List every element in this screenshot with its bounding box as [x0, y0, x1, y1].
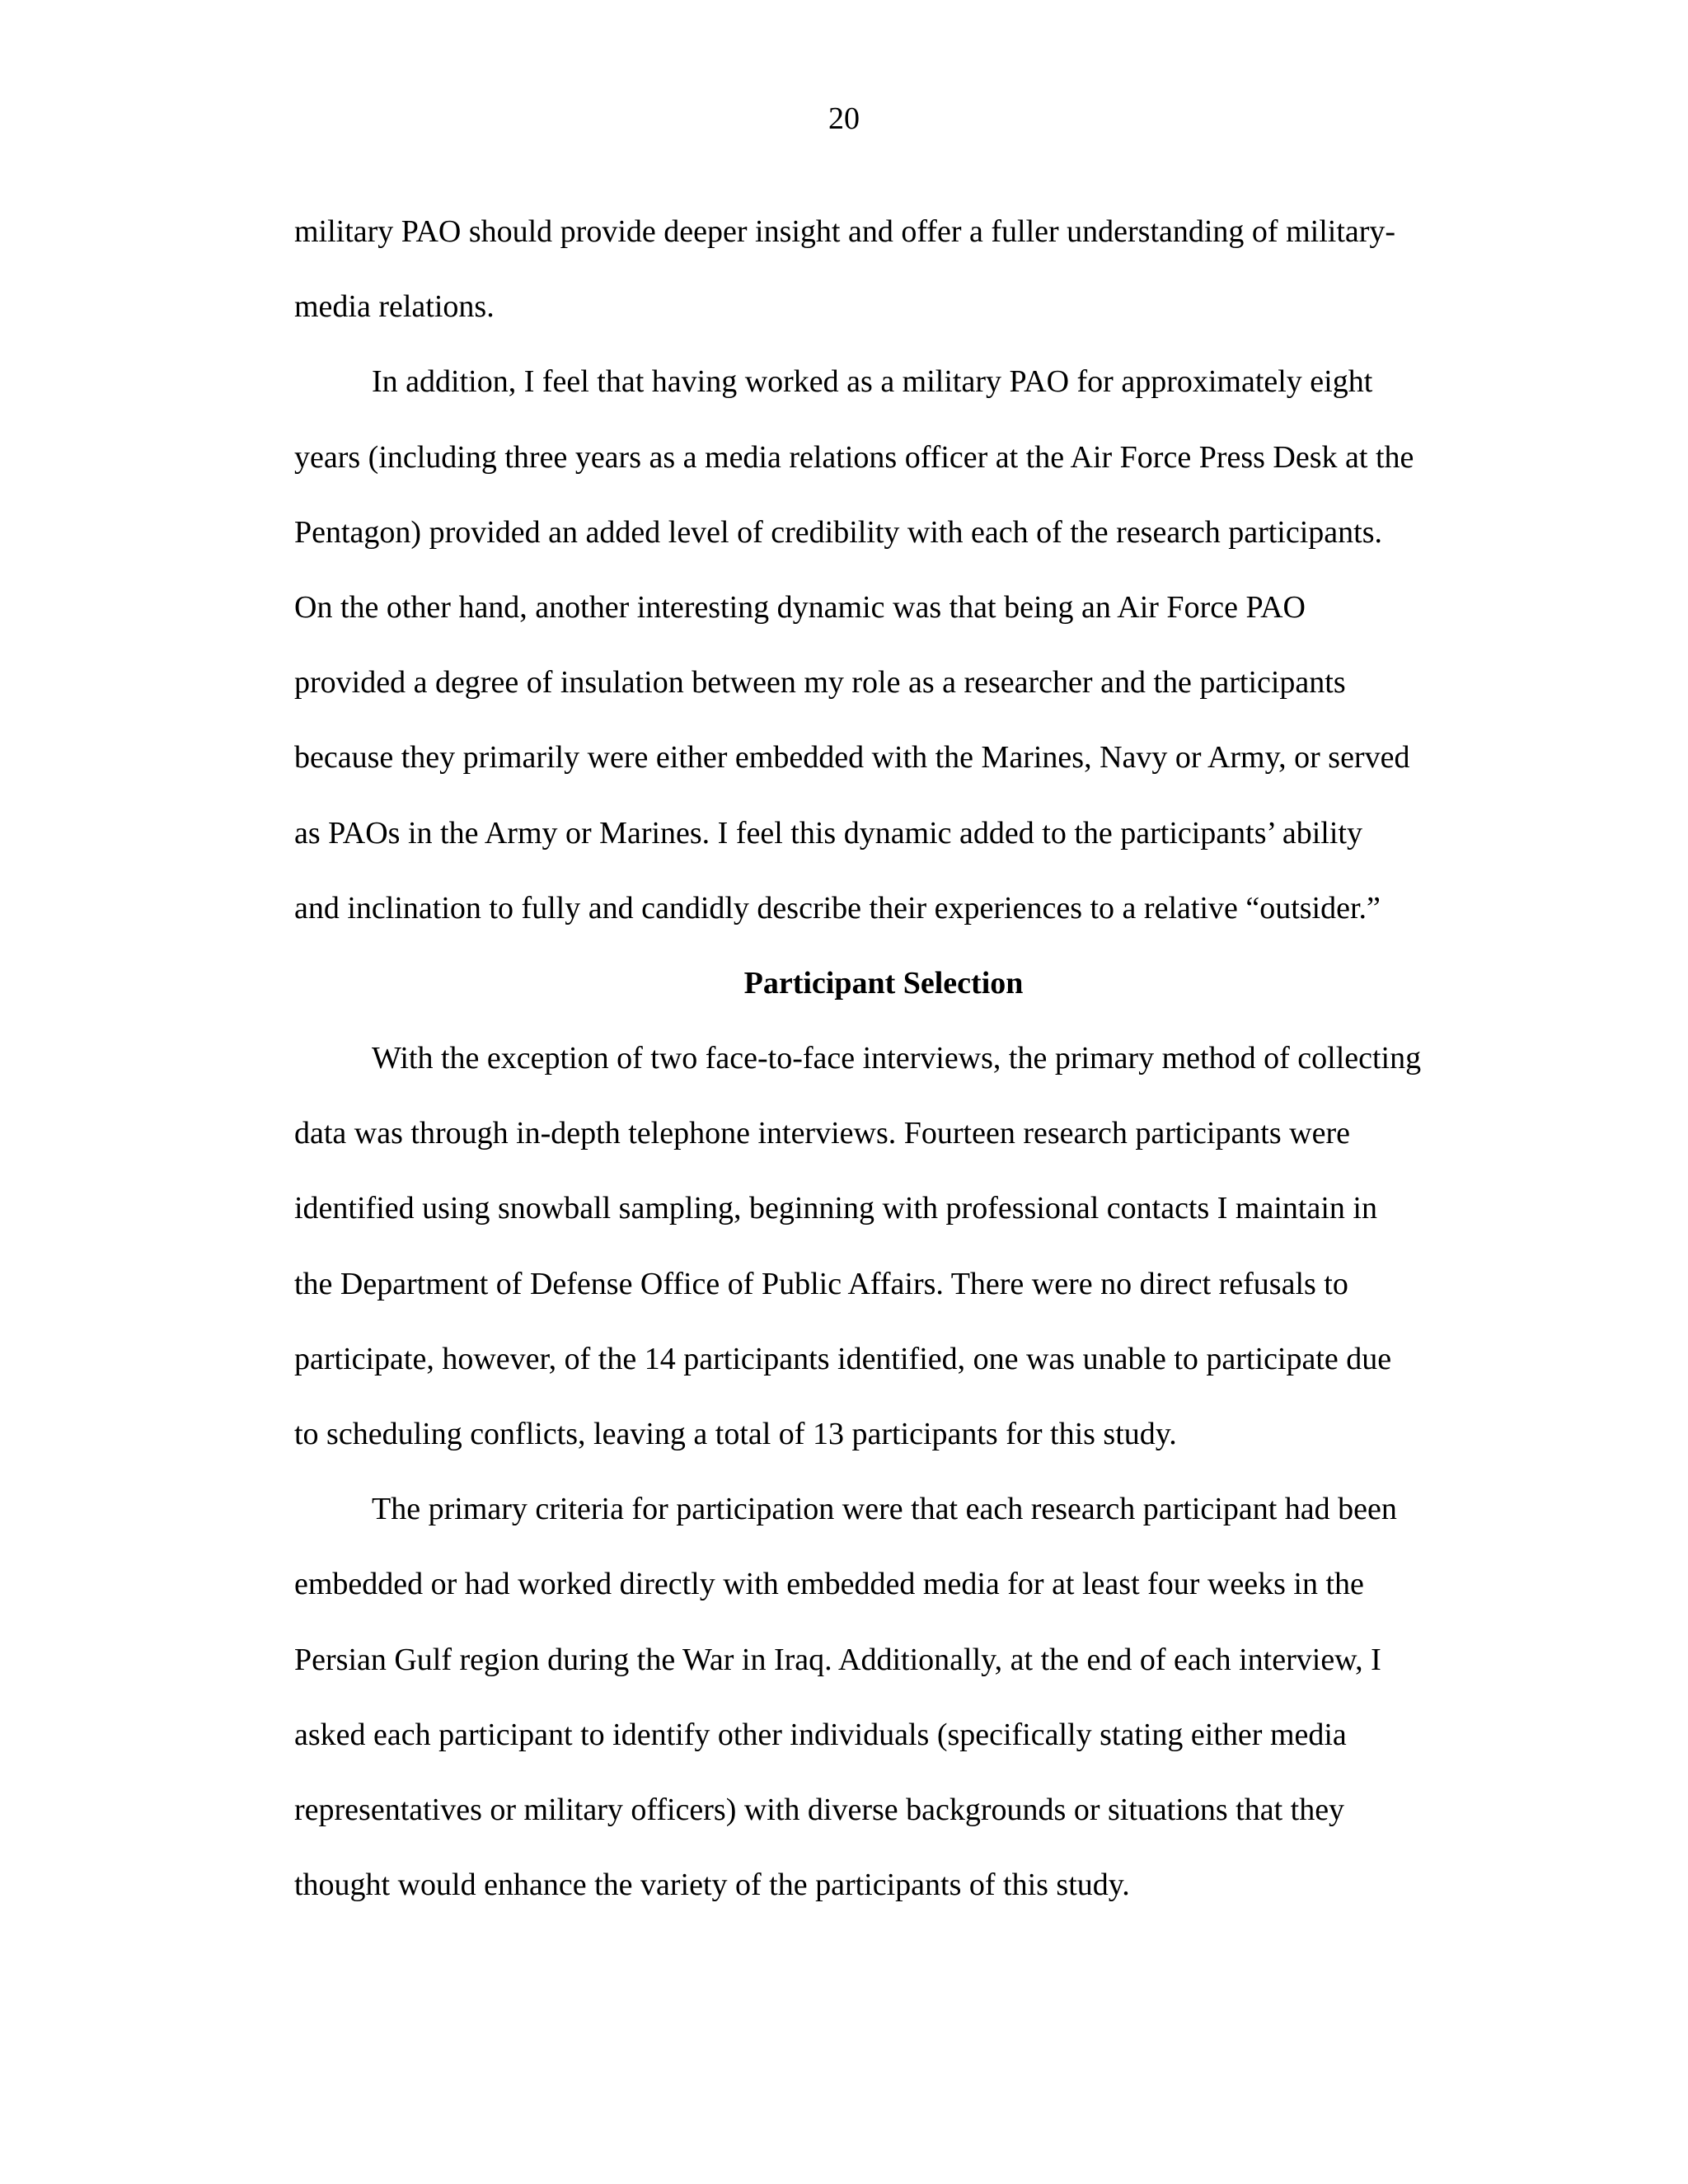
- text-line: embedded or had worked directly with embedded media for at least four weeks in the: [294, 1567, 1364, 1602]
- text-line: identified using snowball sampling, beginning with professional contacts I maintain in: [294, 1191, 1377, 1226]
- text-line: data was through in-depth telephone interviews. Fourteen research participants were: [294, 1116, 1350, 1151]
- text-line: representatives or military officers) with diverse backgrounds or situations that they: [294, 1792, 1345, 1827]
- paragraph-data-collection: [294, 1021, 1473, 1472]
- text-line: thought would enhance the variety of the participants of this study.: [294, 1868, 1130, 1903]
- text-line: military PAO should provide deeper insight and offer a fuller understanding of military-: [294, 214, 1396, 249]
- text-line: media relations.: [294, 289, 495, 325]
- body-text: [294, 194, 1473, 1923]
- text-line: as PAOs in the Army or Marines. I feel this dynamic added to the participants’ ability: [294, 815, 1362, 851]
- paragraph-researcher-role: [294, 344, 1473, 946]
- text-line: the Department of Defense Office of Public Affairs. There were no direct refusals to: [294, 1266, 1348, 1301]
- text-line: participate, however, of the 14 participants identified, one was unable to participate due: [294, 1341, 1392, 1376]
- text-line: to scheduling conflicts, leaving a total of 13 participants for this study.: [294, 1417, 1177, 1451]
- text-line: The primary criteria for participation were that each research participant had been: [372, 1492, 1397, 1527]
- text-line: With the exception of two face-to-face interviews, the primary method of collecting: [372, 1041, 1422, 1076]
- text-line: years (including three years as a media relations officer at the Air Force Press Desk at the: [294, 439, 1414, 475]
- paragraph-continuation: [294, 194, 1473, 344]
- text-line: and inclination to fully and candidly describe their experiences to a relative “outsider.”: [294, 890, 1381, 926]
- section-heading: Participant Selection: [743, 965, 1024, 1001]
- text-line: Persian Gulf region during the War in Iraq. Additionally, at the end of each interview, I: [294, 1642, 1381, 1677]
- paragraph-criteria: [294, 1472, 1473, 1923]
- text-line: On the other hand, another interesting dynamic was that being an Air Force PAO: [294, 589, 1306, 625]
- text-line: provided a degree of insulation between my role as a researcher and the participants: [294, 665, 1346, 701]
- text-line: because they primarily were either embedded with the Marines, Navy or Army, or served: [294, 740, 1410, 776]
- text-line: In addition, I feel that having worked as a military PAO for approximately eight: [372, 364, 1373, 400]
- page-number: 20: [828, 101, 860, 136]
- text-line: Pentagon) provided an added level of credibility with each of the research participants.: [294, 514, 1382, 550]
- text-line: asked each participant to identify other individuals (specifically stating either media: [294, 1717, 1347, 1752]
